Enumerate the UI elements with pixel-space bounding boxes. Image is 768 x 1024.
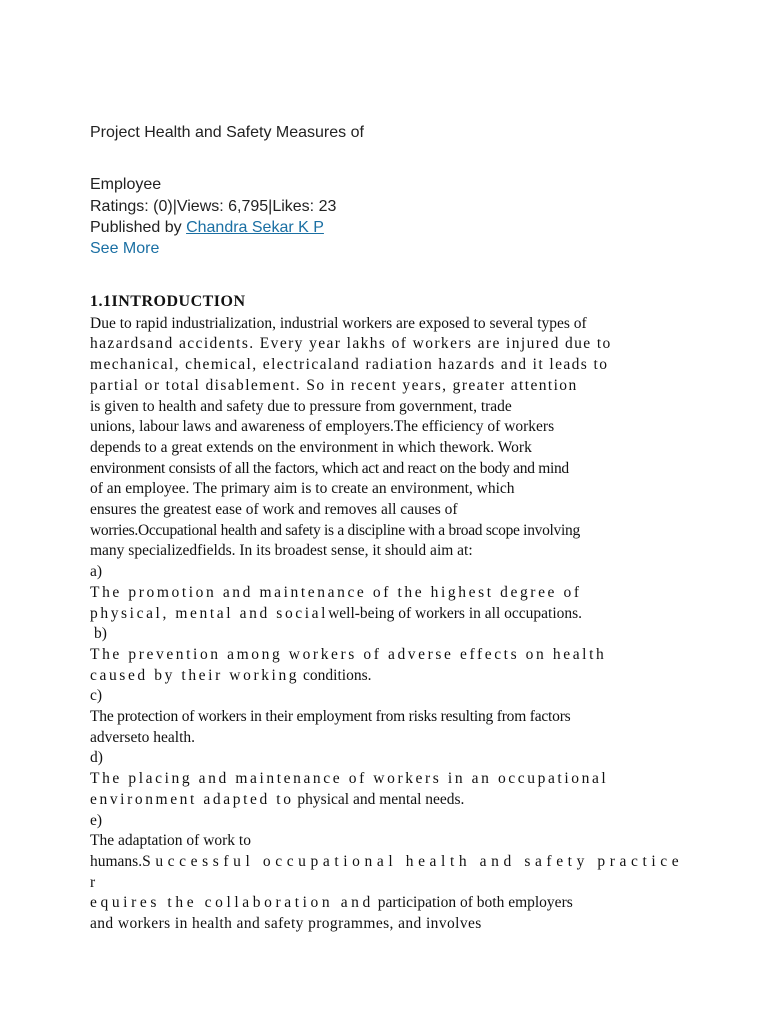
list-marker: a): [90, 563, 103, 581]
list-item-line: [90, 604, 690, 625]
paragraph-line: of an employee. The primary aim is to create an environment, which: [90, 480, 515, 498]
list-marker: e): [90, 811, 103, 829]
paragraph-line: hazardsand accidents. Every year lakhs of workers are injured due to: [90, 335, 612, 353]
paragraph-line: worries.Occupational health and safety is a discipline with a broad scope involving: [90, 521, 580, 539]
text-plain: participation of both employers: [373, 894, 573, 912]
see-more-wrapper: [90, 240, 159, 258]
list-item-line: The promotion and maintenance of the highest degree of: [90, 583, 582, 601]
paragraph-line: depends to a great extends on the environment in which thework. Work: [90, 438, 532, 456]
paragraph-line: mechanical, chemical, electricaland radiation hazards and it leads to: [90, 356, 609, 374]
section-heading: 1.1INTRODUCTION: [90, 293, 246, 310]
ratings-stats: Ratings: (0)|Views: 6,795|Likes: 23: [90, 198, 337, 215]
text-spaced: Successful occupational health and safety practice r: [90, 852, 684, 891]
paragraph-line: partial or total disablement. So in recent years, greater attention: [90, 376, 578, 394]
paragraph-line: is given to health and safety due to pressure from government, trade: [90, 397, 512, 415]
list-item-line: The adaptation of work to: [90, 832, 251, 850]
list-item-line: The protection of workers in their employment from risks resulting from factors: [90, 708, 571, 726]
document-title: Project Health and Safety Measures of: [90, 124, 364, 141]
paragraph-line: [90, 893, 690, 914]
document-subtitle: Employee: [90, 176, 162, 193]
list-marker: d): [90, 749, 103, 767]
published-by: [90, 219, 324, 237]
paragraph-line: ensures the greatest ease of work and removes all causes of: [90, 501, 458, 519]
paragraph-line: unions, labour laws and awareness of employers.The efficiency of workers: [90, 418, 555, 436]
list-marker: b): [94, 625, 107, 643]
text-spaced: equires the collaboration and: [90, 894, 374, 912]
document-body: [90, 292, 690, 935]
list-item-plain: physical and mental needs.: [293, 790, 465, 808]
list-item-plain: well-being of workers in all occupations.: [328, 604, 583, 622]
list-item-spaced: caused by their working: [90, 666, 300, 684]
paragraph-line: and workers in health and safety programmes, and involves: [90, 915, 482, 933]
published-prefix: Published by: [90, 219, 187, 236]
list-item-line: [90, 790, 690, 811]
paragraph-line: Due to rapid industrialization, industrial workers are exposed to several types of: [90, 314, 587, 332]
list-item-line: The prevention among workers of adverse effects on health: [90, 645, 607, 663]
paragraph-line: environment consists of all the factors, which act and react on the body and mind: [90, 459, 569, 477]
list-item-spaced: physical, mental and social: [90, 604, 329, 622]
list-item-line: The placing and maintenance of workers in an occupational: [90, 770, 609, 788]
list-item-spaced: environment adapted to: [90, 790, 294, 808]
text-plain: humans.: [90, 852, 143, 870]
list-item-line: [90, 666, 690, 687]
list-item-plain: conditions.: [299, 666, 372, 684]
author-link[interactable]: Chandra Sekar K P: [186, 219, 324, 236]
paragraph-line: many specializedfields. In its broadest sense, it should aim at:: [90, 542, 473, 560]
list-marker: c): [90, 687, 103, 705]
paragraph-line: [90, 852, 690, 893]
see-more-link[interactable]: See More: [90, 240, 160, 257]
list-item-line: adverseto health.: [90, 728, 196, 746]
